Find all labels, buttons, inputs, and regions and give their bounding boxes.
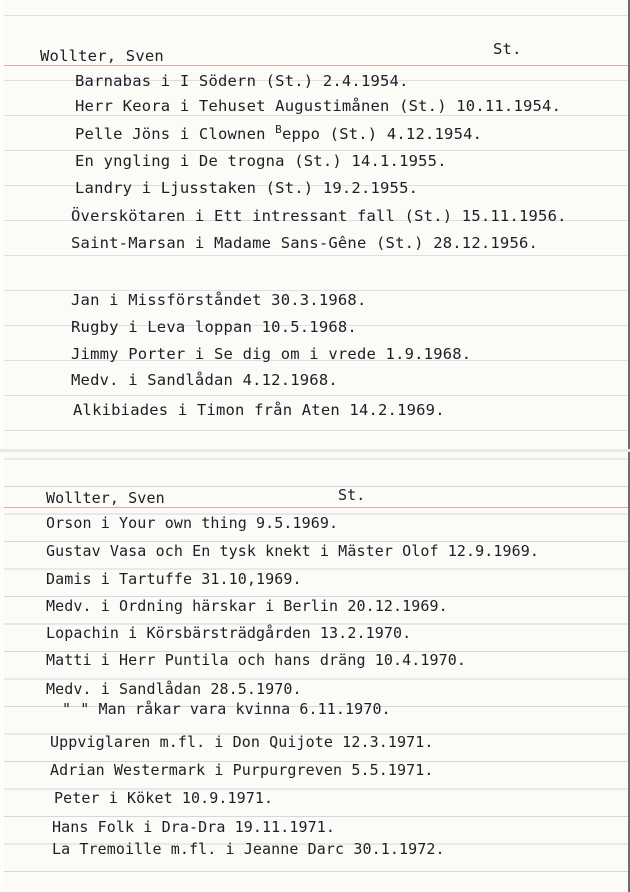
card2-entry: La Tremoille m.fl. i Jeanne Darc 30.1.1972. — [52, 840, 445, 858]
card2-tag: St. — [338, 486, 366, 504]
card2-entry: Medv. i Ordning härskar i Berlin 20.12.1969. — [46, 597, 448, 615]
card1-name: Wollter, Sven — [40, 47, 164, 65]
card1-entry: Alkibiades i Timon från Aten 14.2.1969. — [73, 401, 445, 419]
card2-entry: Damis i Tartuffe 31.10,1969. — [46, 570, 302, 588]
card1-entry: Rugby i Leva loppan 10.5.1968. — [71, 318, 357, 336]
card2-entry: Orson i Your own thing 9.5.1969. — [46, 514, 339, 532]
card1-entry: Jimmy Porter i Se dig om i vrede 1.9.1968. — [71, 345, 472, 363]
card2-entry: Uppviglaren m.fl. i Don Quijote 12.3.1971. — [50, 733, 434, 751]
card1-entry: Pelle Jöns i Clownen $^B$eppo (St.) 4.12.1954. — [75, 123, 483, 143]
card1-entry: Landry i Ljusstaken (St.) 19.2.1955. — [75, 179, 419, 197]
card1-entry: Barnabas i I Södern (St.) 2.4.1954. — [75, 72, 409, 90]
card1-tag: St. — [493, 40, 522, 58]
card2-entry: Medv. i Sandlådan 28.5.1970. — [46, 680, 302, 698]
superscript-letter: B — [275, 123, 282, 136]
card2-entry: Lopachin i Körsbärsträdgården 13.2.1970. — [46, 624, 412, 642]
index-card-2 — [4, 452, 630, 892]
card1-entry: Jan i Missförståndet 30.3.1968. — [71, 291, 367, 309]
card2-entry: Matti i Herr Puntila och hans dräng 10.4.1970. — [46, 651, 467, 669]
card2-entry: Gustav Vasa och En tysk knekt i Mäster Olof 12.9.1969. — [46, 542, 540, 560]
card1-entry: Medv. i Sandlådan 4.12.1968. — [71, 371, 338, 389]
card2-entry: Hans Folk i Dra-Dra 19.11.1971. — [52, 818, 336, 836]
card2-entry: " " Man råkar vara kvinna 6.11.1970. — [62, 700, 391, 718]
card1-entry: Herr Keora i Tehuset Augustimånen (St.) 10.11.1954. — [75, 97, 562, 115]
index-card-1 — [4, 0, 630, 450]
card1-entry: En yngling i De trogna (St.) 14.1.1955. — [75, 152, 447, 170]
card2-header-rule — [4, 507, 628, 508]
card1-header-rule — [4, 65, 628, 66]
card1-entry: Saint-Marsan i Madame Sans-Gêne (St.) 28.12.1956. — [71, 234, 539, 252]
card1-entry: Överskötaren i Ett intressant fall (St.) 15.11.1956. — [71, 207, 567, 225]
card2-name: Wollter, Sven — [46, 489, 165, 507]
card2-entry: Peter i Köket 10.9.1971. — [54, 789, 274, 807]
card2-entry: Adrian Westermark i Purpurgreven 5.5.1971. — [50, 761, 434, 779]
